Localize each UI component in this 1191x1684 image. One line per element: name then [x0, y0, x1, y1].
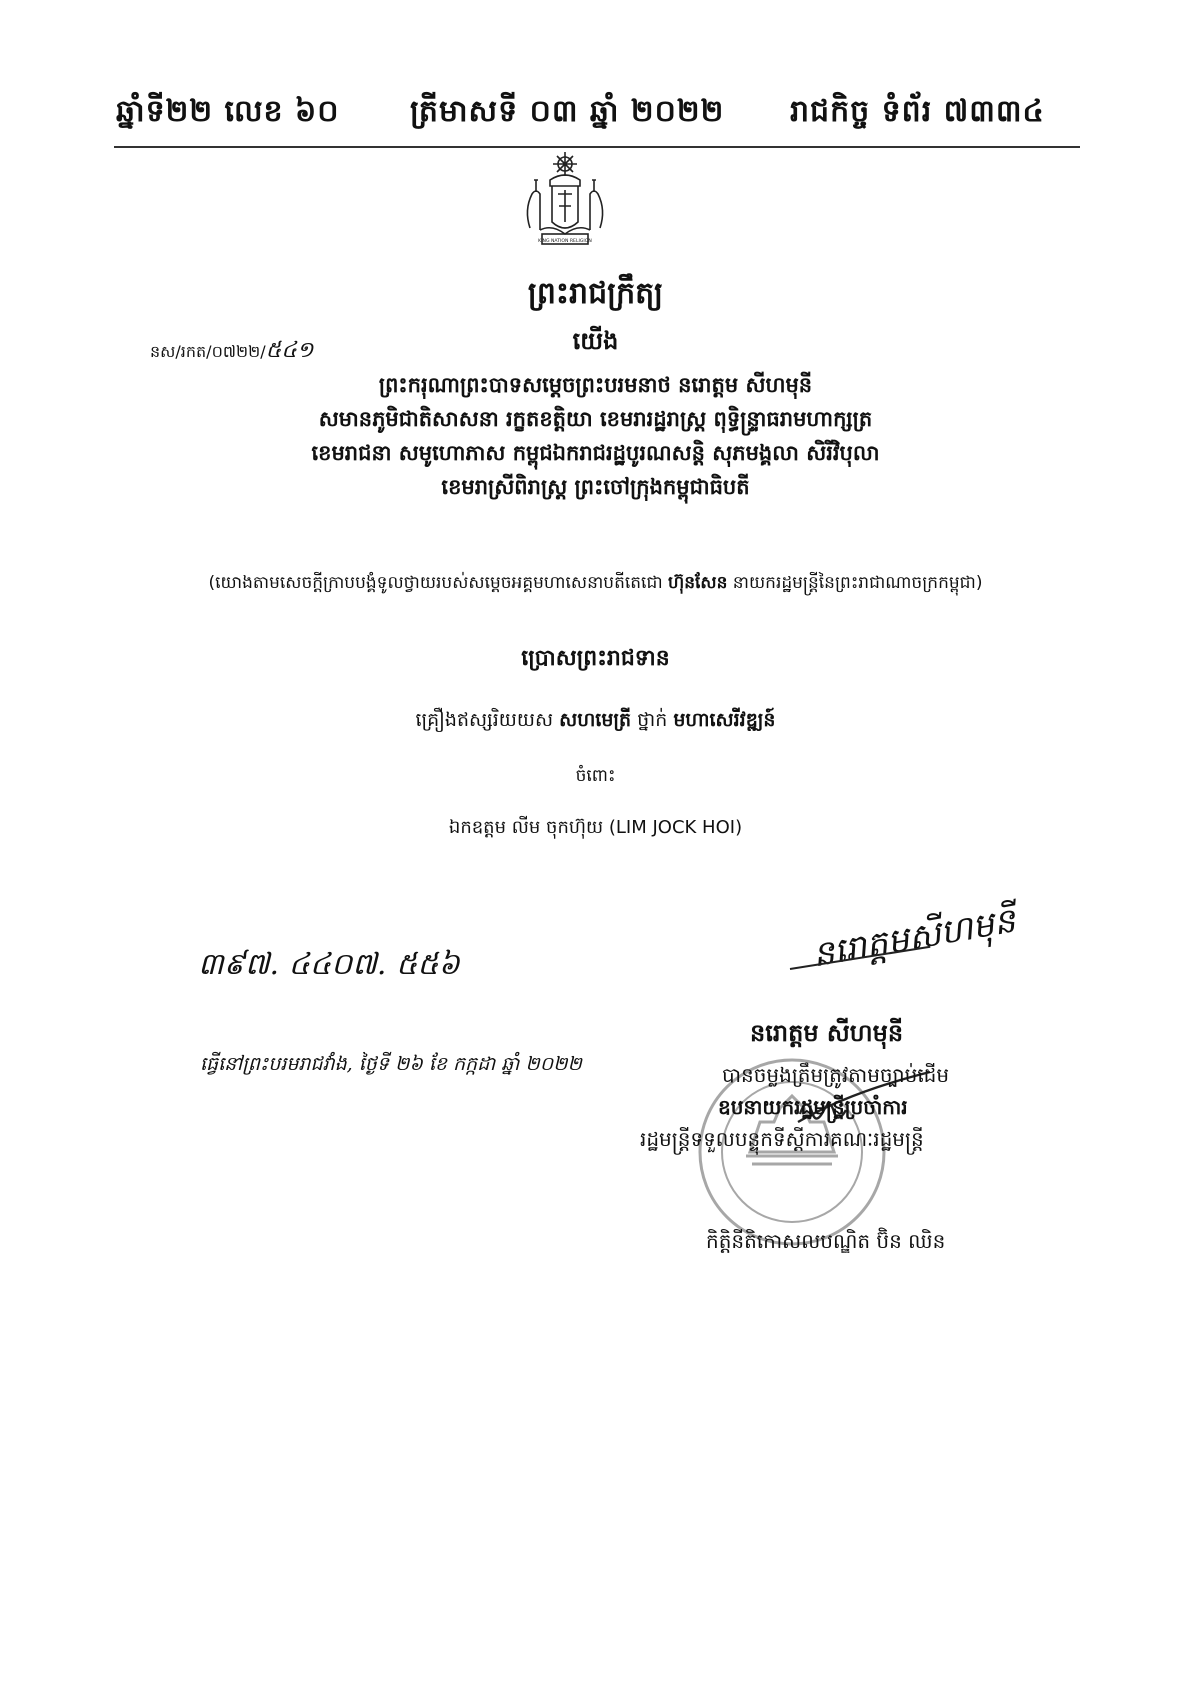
to-label: ចំពោះ — [575, 766, 616, 786]
medal-mid: ថ្នាក់ — [631, 709, 674, 731]
king-title-line-1: ព្រះករុណាព្រះបាទសម្តេចព្រះបរមនាថ នរោត្តម សីហមុនី — [378, 373, 813, 397]
considering-name: ហ៊ុនសែន — [668, 573, 728, 593]
reference-handwritten: ៥៤១ — [265, 338, 314, 363]
considering-before: (យោងតាមសេចក្តីក្រាបបង្គំទូលថ្វាយរបស់សម្តេចអគ្គមហាសេនាបតីតេជោ — [208, 573, 669, 593]
medal-prefix: គ្រឿងឥស្សរិយយស — [415, 709, 560, 731]
king-title-line-2: សមានភូមិជាតិសាសនា រក្ខតខត្តិយា ខេមរារដ្ឋរាស្ត្រ ពុទ្ធិន្ទ្រាធរាមហាក្សត្រ — [318, 407, 873, 431]
royal-coat-of-arms-icon — [510, 150, 620, 250]
certification-line-2 — [718, 1094, 908, 1124]
reference-printed: នស/រកត/០៧២២/ — [150, 342, 266, 361]
king-title-line-4: ខេមរាស្រីពិរាស្ត្រ ព្រះចៅក្រុងកម្ពុជាធិបតី — [441, 475, 750, 499]
certification-line-3: រដ្ឋមន្ត្រីទទួលបន្ទុកទីស្តីការគណៈរដ្ឋមន្ត្រី — [640, 1127, 924, 1151]
emblem-banner: KING NATION RELIGION — [538, 239, 592, 244]
medal-class: មហាសេរីវឌ្ឍន៍ — [673, 709, 776, 731]
decree-title: ព្រះរាជក្រឹត្យ — [527, 276, 664, 311]
medal-line — [0, 708, 1191, 736]
gazette-year-issue: ឆ្នាំទី២២ លេខ ៦០ — [116, 94, 340, 129]
certification-signer: កិត្តិនីតិកោសលបណ្ឌិត ប៊ិន ឈិន — [706, 1229, 946, 1253]
gazette-page: រាជកិច្ច ទំព័រ ៧៣៣៤ — [790, 94, 1045, 129]
king-name: នរោត្តម សីហមុនី — [750, 1019, 904, 1047]
king-signature: នរោត្តមសីហមុនី — [809, 900, 1019, 976]
signed-at-date: ធ្វើនៅព្រះបរមរាជវាំង, ថ្ងៃទី ២៦ ខែ កក្កដា ឆ្នាំ ២០២២ — [200, 1053, 582, 1075]
considering-clause — [0, 572, 1191, 597]
header-rule — [114, 146, 1080, 148]
handwritten-number: ៣៩៧. ៤៤០៧. ៥៥៦ — [198, 947, 460, 982]
grant-heading: ប្រោសព្រះរាជទាន — [521, 646, 670, 671]
certification-line-1: បានចម្លងត្រឹមត្រូវតាមច្បាប់ដើម — [722, 1063, 950, 1087]
certification-line-2-text: ឧបនាយករដ្ឋមន្ត្រីប្រចាំការ — [718, 1095, 908, 1119]
king-title-line-3: ខេមរាជនា សមូហោភាស កម្ពុជឯករាជរដ្ឋបូរណសន្តិ សុភមង្គលា សិរីវិបុលា — [311, 441, 880, 465]
recipient-name: ឯកឧត្តម លីម ចុកហ៊ុយ (LIM JOCK HOI) — [448, 817, 743, 838]
considering-after: នាយករដ្ឋមន្ត្រីនៃព្រះរាជាណាចក្រកម្ពុជា) — [727, 573, 983, 593]
medal-name: សហមេត្រី — [559, 709, 632, 731]
decree-we: យើង — [572, 327, 619, 355]
gazette-quarter: ត្រីមាសទី ០៣ ឆ្នាំ ២០២២ — [410, 94, 725, 129]
